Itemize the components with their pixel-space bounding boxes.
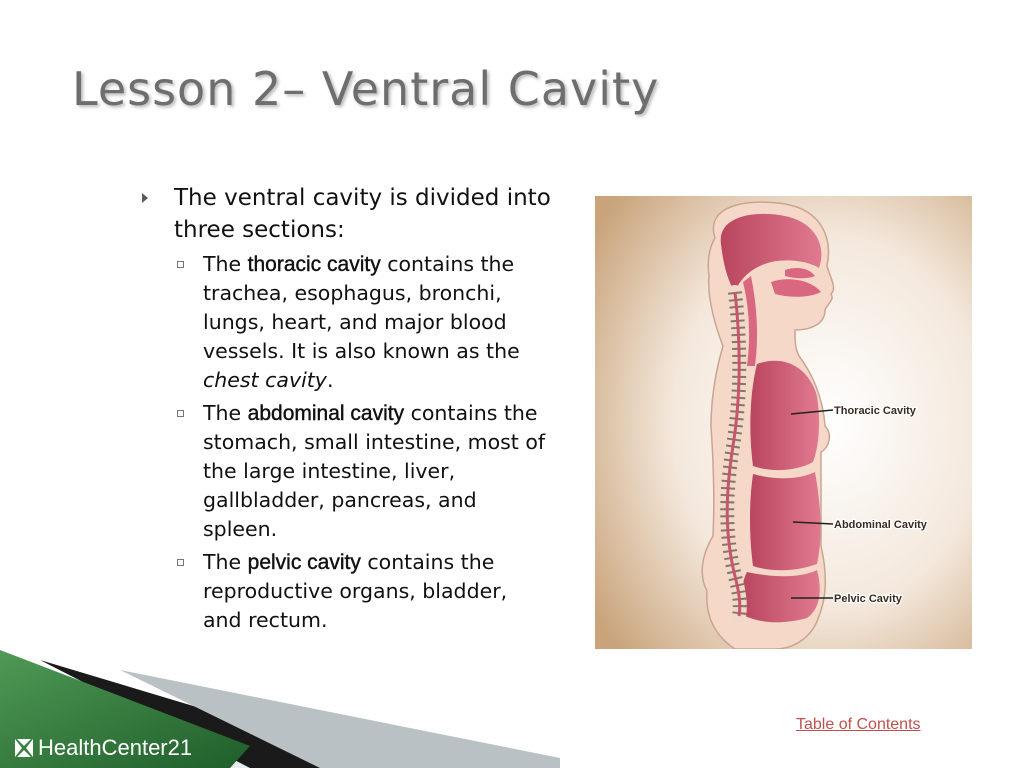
sub-bullet-pelvic (142, 548, 552, 635)
sub-prefix: The (203, 401, 248, 425)
slide-body (142, 182, 552, 635)
term-abdominal-cavity: abdominal cavity (247, 402, 405, 425)
label-pelvic-cavity: Pelvic Cavity (834, 593, 902, 605)
table-of-contents-link[interactable]: Table of Contents (796, 716, 921, 733)
sub-bullet-square-icon (177, 261, 184, 268)
ventral-cavity-diagram (595, 196, 972, 649)
sub-prefix: The (203, 550, 248, 574)
abdominal-cavity-shape (750, 472, 821, 570)
main-bullet (142, 182, 552, 246)
label-abdominal-cavity: Abdominal Cavity (834, 519, 927, 531)
sub-suffix: . (326, 368, 334, 392)
bullet-arrow-icon (142, 193, 148, 203)
sub-bullet-thoracic (142, 250, 552, 395)
pelvic-cavity-shape (741, 570, 819, 622)
main-bullet-text: The ventral cavity is divided into three sections: (174, 185, 551, 243)
term-thoracic-cavity: thoracic cavity (247, 253, 381, 276)
term-chest-cavity: chest cavity (203, 368, 327, 392)
sub-prefix: The (203, 252, 248, 276)
sub-text: contains the stomach, small intestine, most of the large intestine, liver, gallbladder, pancreas, and spleen. (203, 401, 546, 541)
sub-text: contains the trachea, esophagus, bronchi, lungs, heart, and major blood vessels. It is also known as the (203, 252, 520, 363)
logo-mark-icon (14, 738, 34, 758)
label-thoracic-cavity: Thoracic Cavity (834, 405, 916, 417)
logo-text: HealthCenter21 (38, 735, 193, 760)
sub-text: contains the reproductive organs, bladder, and rectum. (203, 550, 508, 632)
sub-bullet-square-icon (177, 559, 184, 566)
sub-bullet-square-icon (177, 410, 184, 417)
sub-bullet-abdominal (142, 399, 552, 544)
healthcenter21-logo (14, 735, 192, 761)
slide-title: Lesson 2– Ventral Cavity (72, 62, 660, 116)
term-pelvic-cavity: pelvic cavity (247, 551, 361, 574)
